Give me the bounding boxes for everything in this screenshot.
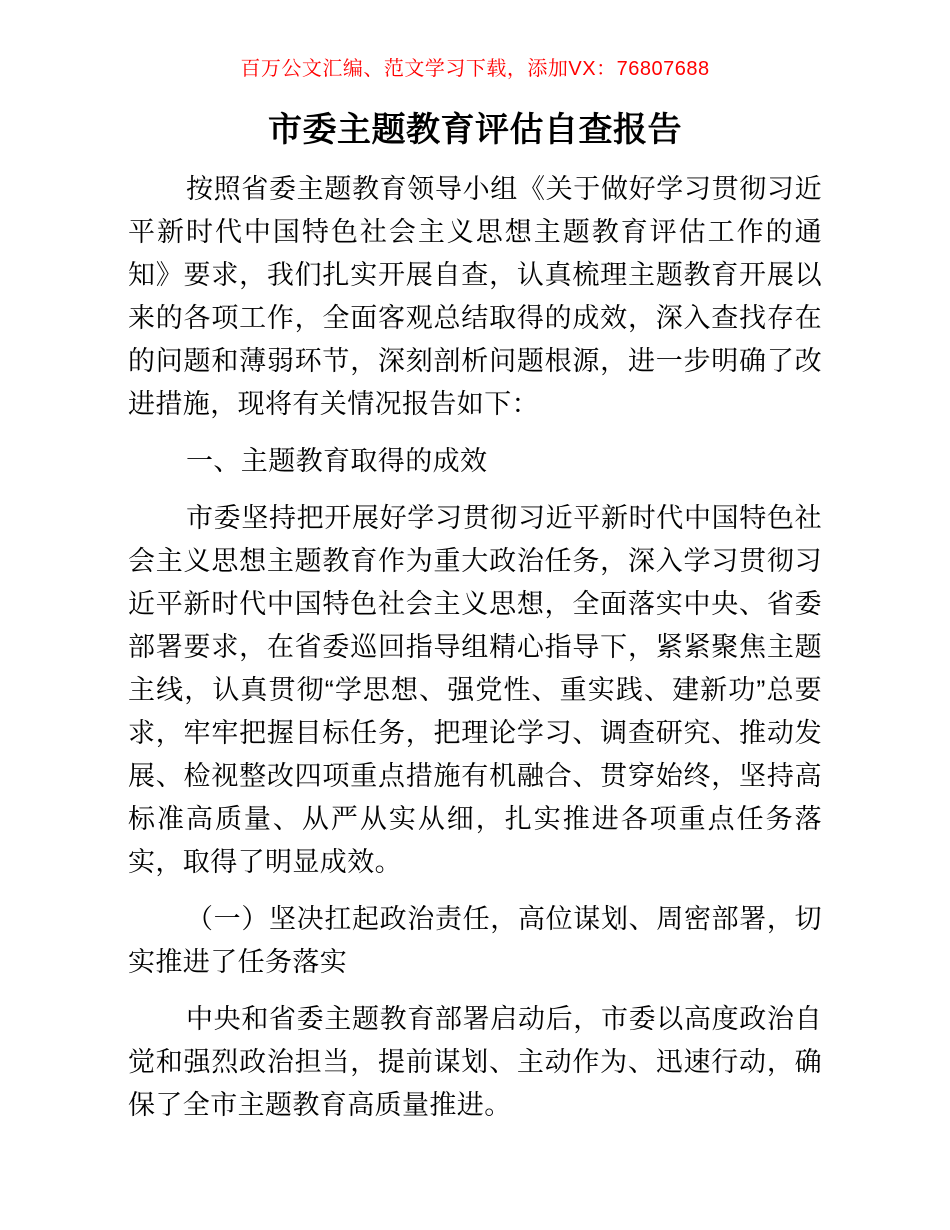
document-title: 市委主题教育评估自查报告 — [268, 111, 682, 149]
paragraph-intro: 按照省委主题教育领导小组《关于做好学习贯彻习近平新时代中国特色社会主义思想主题教育评估工作的通知》要求，我们扎实开展自查，认真梳理主题教育开展以来的各项工作，全面客观总结取得的成效，深入查找存在的问题和薄弱环节，深刻剖析问题根源，进一步明确了改进措施，现将有关情况报告如下： — [128, 174, 822, 419]
paragraph-achievements: 市委坚持把开展好学习贯彻习近平新时代中国特色社会主义思想主题教育作为重大政治任务，深入学习贯彻习近平新时代中国特色社会主义思想，全面落实中央、省委部署要求，在省委巡回指导组精心指导下，紧紧聚焦主题主线，认真贯彻“学思想、强党性、重实践、建新功”总要求，牢牢把握目标任务，把理论学习、调查研究、推动发展、检视整改四项重点措施有机融合、贯穿始终，坚持高标准高质量、从严从实从细，扎实推进各项重点任务落实，取得了明显成效。 — [128, 503, 822, 877]
paragraph-deployment: 中央和省委主题教育部署启动后，市委以高度政治自觉和强烈政治担当，提前谋划、主动作为、迅速行动，确保了全市主题教育高质量推进。 — [128, 1004, 822, 1120]
watermark-notice: 百万公文汇编、范文学习下载，添加VX：76807688 — [240, 58, 710, 80]
section-heading: 一、主题教育取得的成效 — [186, 446, 488, 476]
sub-section-heading: （一）坚决扛起政治责任，高位谋划、周密部署，切实推进了任务落实 — [128, 904, 822, 977]
